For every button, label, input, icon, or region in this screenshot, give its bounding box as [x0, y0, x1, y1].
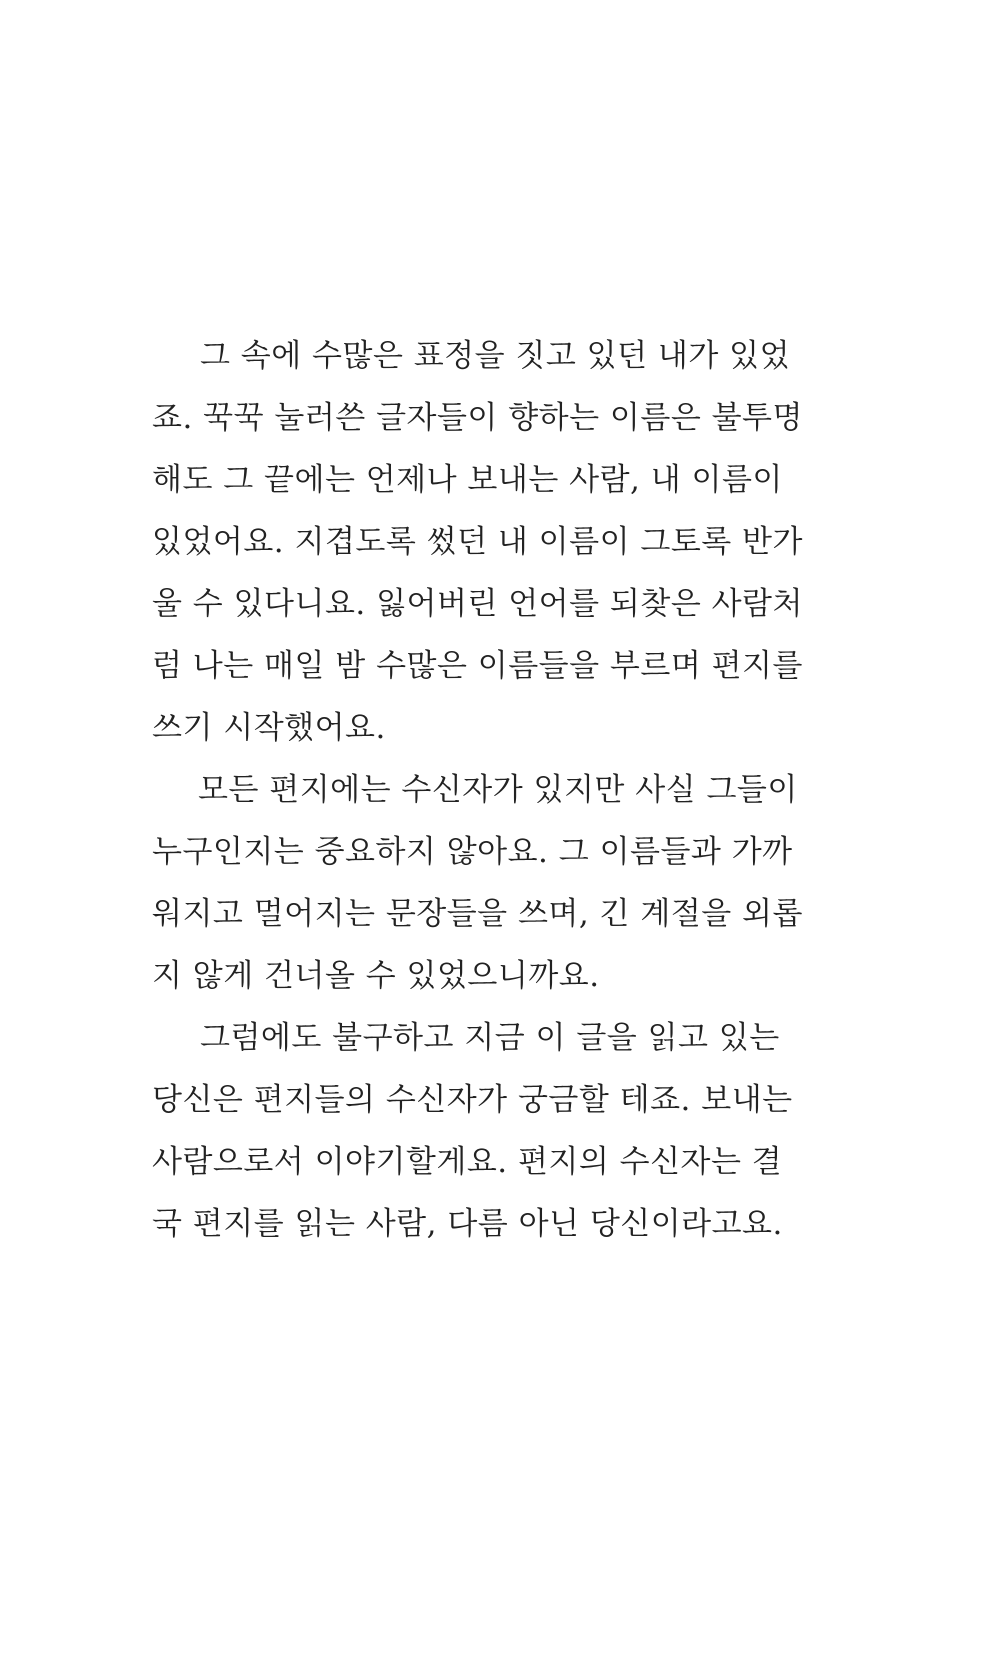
text-line: 모든 편지에는 수신자가 있지만 사실 그들이	[198, 772, 798, 808]
text-line: 있었어요. 지겹도록 썼던 내 이름이 그토록 반가	[152, 524, 803, 560]
text-line: 누구인지는 중요하지 않아요. 그 이름들과 가까	[152, 834, 793, 870]
text-line: 워지고 멀어지는 문장들을 쓰며, 긴 계절을 외롭	[152, 896, 803, 932]
text-line: 국 편지를 읽는 사람, 다름 아닌 당신이라고요.	[152, 1206, 783, 1242]
text-line: 그럼에도 불구하고 지금 이 글을 읽고 있는	[200, 1020, 780, 1056]
paragraph-2	[152, 759, 803, 1007]
text-line: 울 수 있다니요. 잃어버린 언어를 되찾은 사람처	[152, 586, 803, 622]
text-line: 럼 나는 매일 밤 수많은 이름들을 부르며 편지를	[152, 648, 803, 684]
text-line: 지 않게 건너올 수 있었으니까요.	[152, 958, 600, 994]
paragraph-1	[152, 325, 803, 759]
text-line: 그 속에 수많은 표정을 짓고 있던 내가 있었	[200, 338, 791, 374]
text-line: 죠. 꾹꾹 눌러쓴 글자들이 향하는 이름은 불투명	[152, 400, 803, 436]
text-line: 사람으로서 이야기할게요. 편지의 수신자는 결	[152, 1144, 783, 1180]
text-line: 해도 그 끝에는 언제나 보내는 사람, 내 이름이	[152, 462, 783, 498]
body-text	[152, 325, 803, 1255]
paragraph-3	[152, 1007, 792, 1255]
text-line: 당신은 편지들의 수신자가 궁금할 테죠. 보내는	[152, 1082, 793, 1118]
text-line: 쓰기 시작했어요.	[152, 710, 386, 746]
